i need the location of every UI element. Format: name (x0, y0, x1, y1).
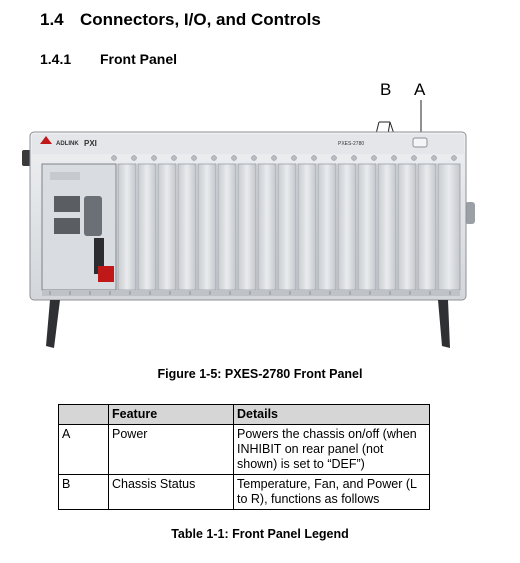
header-details: Details (234, 405, 430, 425)
table-row (59, 425, 430, 475)
callout-b-label: B (380, 80, 392, 99)
row-details: Temperature, Fan, and Power (L to R), functions as follows (234, 475, 430, 510)
power-button[interactable] (413, 138, 427, 147)
svg-text:ADLINK: ADLINK (56, 141, 79, 147)
model-label: PXES-2780 (338, 141, 365, 147)
row-id: A (59, 425, 109, 475)
subsection-title: Front Panel (100, 51, 178, 67)
chassis-front-panel-image (20, 100, 480, 365)
section-title: Connectors, I/O, and Controls (80, 10, 321, 29)
subsection-number: 1.4.1 (40, 51, 72, 67)
table-caption: Table 1-1: Front Panel Legend (171, 527, 349, 541)
table-header-row (59, 405, 430, 425)
header-id (59, 405, 109, 425)
row-feature: Chassis Status (109, 475, 234, 510)
callout-a-label: A (414, 80, 426, 99)
table-row (59, 475, 430, 510)
subsection-heading (40, 51, 177, 67)
section-heading (40, 10, 321, 30)
section-number: 1.4 (40, 10, 64, 29)
figure-caption: Figure 1-5: PXES-2780 Front Panel (157, 367, 363, 381)
front-panel-legend-table (58, 404, 430, 510)
row-id: B (59, 475, 109, 510)
chassis-illustration (20, 100, 480, 365)
row-details: Powers the chassis on/off (when INHIBIT on rear panel (not shown) is set to “DEF”) (234, 425, 430, 475)
svg-text:PXI: PXI (84, 139, 97, 148)
row-feature: Power (109, 425, 234, 475)
header-feature: Feature (109, 405, 234, 425)
